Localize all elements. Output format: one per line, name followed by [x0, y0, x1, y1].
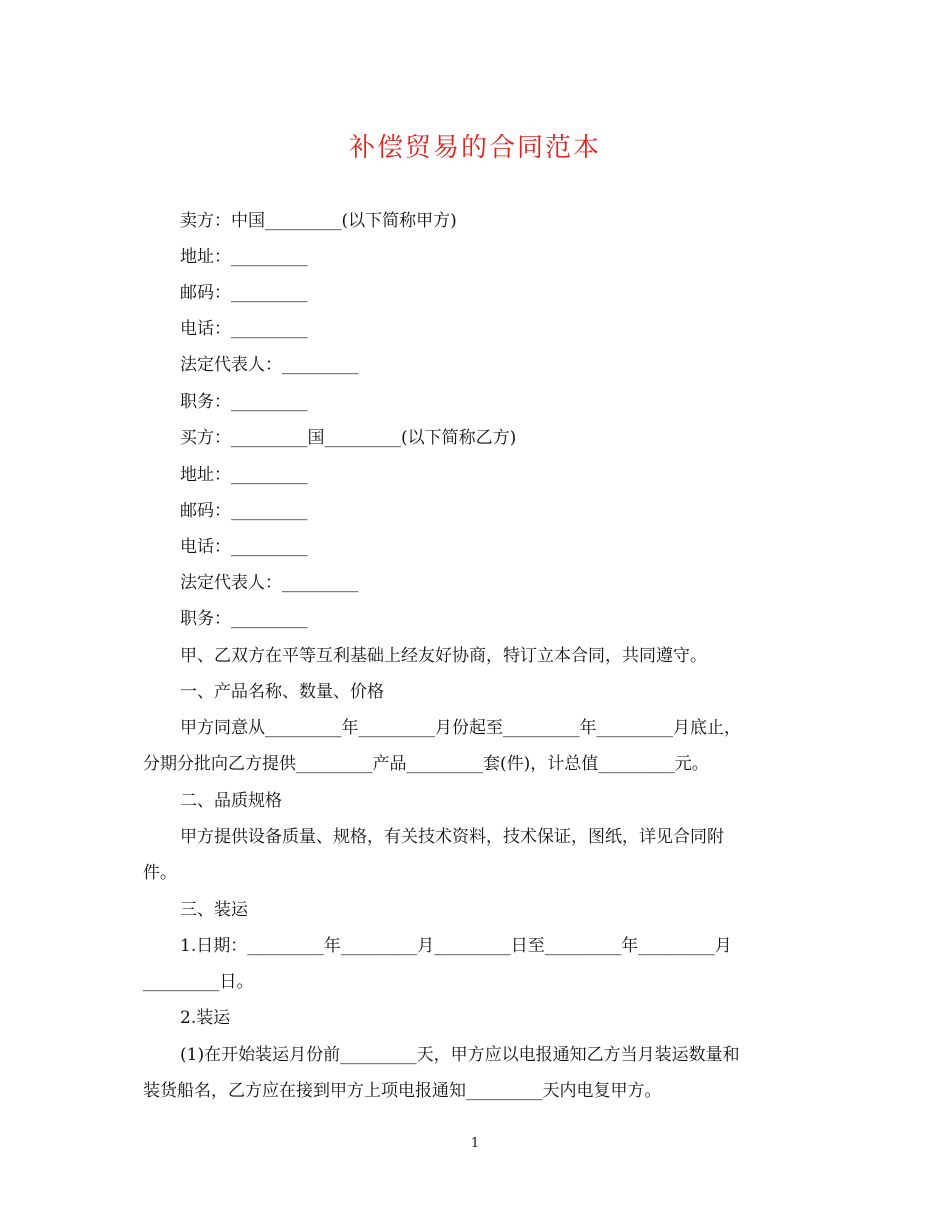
section-1-heading: 一、产品名称、数量、价格: [180, 682, 384, 702]
buyer-legal-rep-line: 法定代表人：_________: [180, 573, 359, 593]
seller-line: 卖方：中国_________(以下简称甲方): [180, 211, 457, 231]
seller-address-line: 地址：_________: [180, 247, 308, 267]
agreement-intro: 甲、乙双方在平等互利基础上经友好协商，特订立本合同，共同遵守。: [180, 646, 707, 666]
section-2-text-line-1: 甲方提供设备质量、规格，有关技术资料，技术保证，图纸，详见合同附: [180, 827, 724, 847]
section-2-heading: 二、品质规格: [180, 791, 282, 811]
buyer-position-line: 职务：_________: [180, 609, 308, 629]
section-3-date-line-2: _________日。: [143, 972, 254, 992]
document-title: 补偿贸易的合同范本: [348, 133, 601, 163]
section-3-shipping-text-line-2: 装货船名，乙方应在接到甲方上项电报通知_________天内电复甲方。: [143, 1081, 662, 1101]
seller-postcode-line: 邮码：_________: [180, 283, 308, 303]
section-3-shipping-text-line-1: (1)在开始装运月份前_________天，甲方应以电报通知乙方当月装运数量和: [180, 1045, 740, 1065]
seller-position-line: 职务：_________: [180, 392, 308, 412]
section-2-text-line-2: 件。: [143, 863, 177, 883]
seller-legal-rep-line: 法定代表人：_________: [180, 355, 359, 375]
page-number: 1: [470, 1136, 480, 1151]
section-3-shipping-heading: 2.装运: [180, 1008, 231, 1028]
buyer-phone-line: 电话：_________: [180, 537, 308, 557]
section-1-text-line-2: 分期分批向乙方提供_________产品_________套(件)，计总值_________元。: [143, 754, 709, 774]
section-1-text-line-1: 甲方同意从_________年_________月份起至_________年_________月底止，: [180, 718, 741, 738]
buyer-postcode-line: 邮码：_________: [180, 501, 308, 521]
buyer-line: 买方：_________国_________(以下简称乙方): [180, 428, 517, 448]
seller-phone-line: 电话：_________: [180, 319, 308, 339]
section-3-heading: 三、装运: [180, 900, 248, 920]
section-3-date-line-1: 1.日期：_________年_________月_________日至_________年_________月: [180, 936, 732, 956]
buyer-address-line: 地址：_________: [180, 465, 308, 485]
